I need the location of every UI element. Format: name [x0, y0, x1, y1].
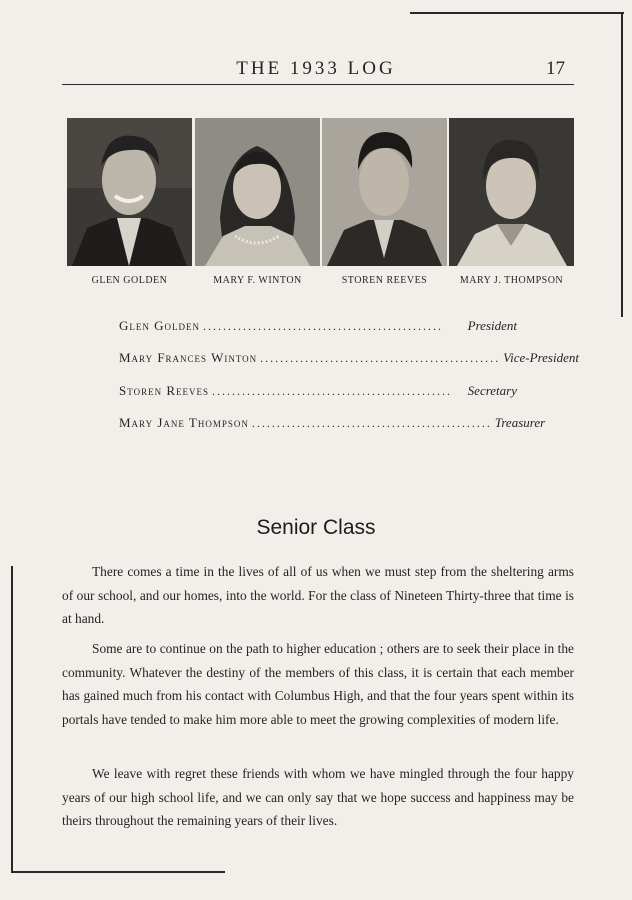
header-underline — [62, 84, 574, 85]
portrait-photo-1 — [67, 118, 192, 266]
officer-name: Mary Jane Thompson — [119, 415, 249, 430]
paragraph-3 — [62, 762, 574, 833]
officer-name: Mary Frances Winton — [119, 350, 258, 365]
paragraph-text: Some are to continue on the path to higher education ; others are to seek their place in the community. Whatever the destiny of the members of this class, it is certain that each member has gained much from his contact with Columbus High, and that the four years spent within its portals have tended to make him more able to meet the growing complexities of modern life. — [62, 641, 574, 727]
portrait-2-image — [195, 118, 320, 266]
officer-title: Treasurer — [494, 415, 546, 430]
portrait-photo-4 — [449, 118, 574, 266]
officer-title: President — [467, 318, 517, 333]
officer-name: Glen Golden — [119, 318, 201, 333]
officer-title: Vice-President — [503, 350, 579, 365]
leader-dots: ................................................ — [251, 416, 492, 430]
page-number: 17 — [546, 58, 565, 79]
photo-caption-2: MARY F. WINTON — [213, 275, 302, 286]
bottom-left-rule — [11, 871, 225, 873]
leader-dots: ................................................ — [211, 384, 452, 398]
left-vertical-rule — [11, 566, 13, 871]
top-right-rule — [410, 12, 624, 14]
portrait-photo-2 — [195, 118, 320, 266]
officer-title: Secretary — [467, 383, 517, 398]
officer-name: Storen Reeves — [119, 383, 209, 398]
paragraph-1 — [62, 560, 574, 631]
leader-dots: ................................................ — [260, 351, 501, 365]
paragraph-2 — [62, 637, 574, 731]
officer-row-vice-president — [119, 350, 579, 368]
page-header-title: THE 1933 LOG — [236, 58, 396, 79]
officer-row-secretary — [119, 383, 517, 401]
section-title: Senior Class — [256, 516, 376, 539]
photo-caption-4: MARY J. THOMPSON — [459, 275, 564, 286]
paragraph-text: We leave with regret these friends with whom we have mingled through the four happy years of our high school life, and we can only say that we hope success and happiness may be theirs throughout the remaining years of their lives. — [62, 766, 574, 828]
officer-row-president — [119, 318, 517, 336]
photo-caption-3: STOREN REEVES — [341, 275, 428, 286]
officer-row-treasurer — [119, 415, 546, 433]
photo-caption-1: GLEN GOLDEN — [91, 275, 168, 286]
portrait-3-image — [322, 118, 447, 266]
leader-dots: ................................................ — [203, 319, 444, 333]
paragraph-text: There comes a time in the lives of all of us when we must step from the sheltering arms of our school, and our homes, into the world. For the class of Nineteen Thirty-three that time is at hand. — [62, 564, 574, 626]
portrait-4-image — [449, 118, 574, 266]
portrait-1-image — [67, 118, 192, 266]
portrait-photo-3 — [322, 118, 447, 266]
